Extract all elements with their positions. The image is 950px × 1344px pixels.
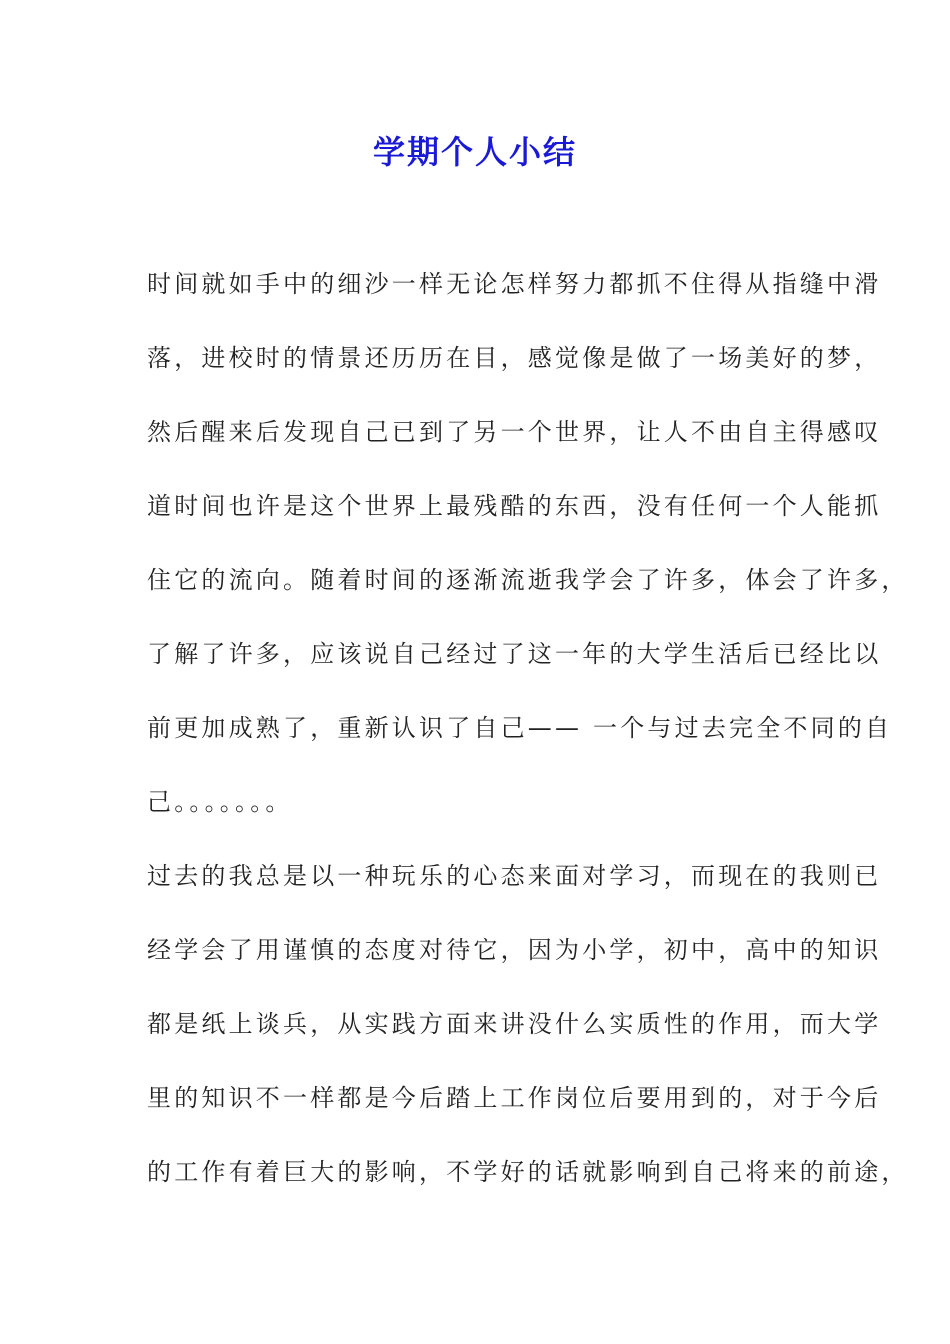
text-line: 里的知识不一样都是今后踏上工作岗位后要用到的，对于今后 xyxy=(147,1084,882,1112)
text-line: 前更加成熟了，重新认识了自己—— 一个与过去完全不同的自 xyxy=(147,714,893,742)
text-line: 道时间也许是这个世界上最残酷的东西，没有任何一个人能抓 xyxy=(147,492,882,520)
text-line: 己。。。。。。。 xyxy=(147,788,293,816)
text-line: 了解了许多，应该说自己经过了这一年的大学生活后已经比以 xyxy=(147,640,882,668)
text-line: 然后醒来后发现自己已到了另一个世界，让人不由自主得感叹 xyxy=(147,418,882,446)
text-line: 时间就如手中的细沙一样无论怎样努力都抓不住得从指缝中滑 xyxy=(147,270,882,298)
text-line: 过去的我总是以一种玩乐的心态来面对学习，而现在的我则已 xyxy=(147,862,882,890)
text-line: 住它的流向。随着时间的逐渐流逝我学会了许多，体会了许多， xyxy=(147,566,909,594)
text-line: 都是纸上谈兵，从实践方面来讲没什么实质性的作用，而大学 xyxy=(147,1010,882,1038)
text-line: 落，进校时的情景还历历在目，感觉像是做了一场美好的梦， xyxy=(147,344,882,372)
text-line: 的工作有着巨大的影响，不学好的话就影响到自己将来的前途， xyxy=(147,1158,909,1186)
text-line: 经学会了用谨慎的态度对待它，因为小学，初中，高中的知识 xyxy=(147,936,882,964)
document-title: 学期个人小结 xyxy=(372,133,577,171)
document-body xyxy=(147,262,909,1224)
